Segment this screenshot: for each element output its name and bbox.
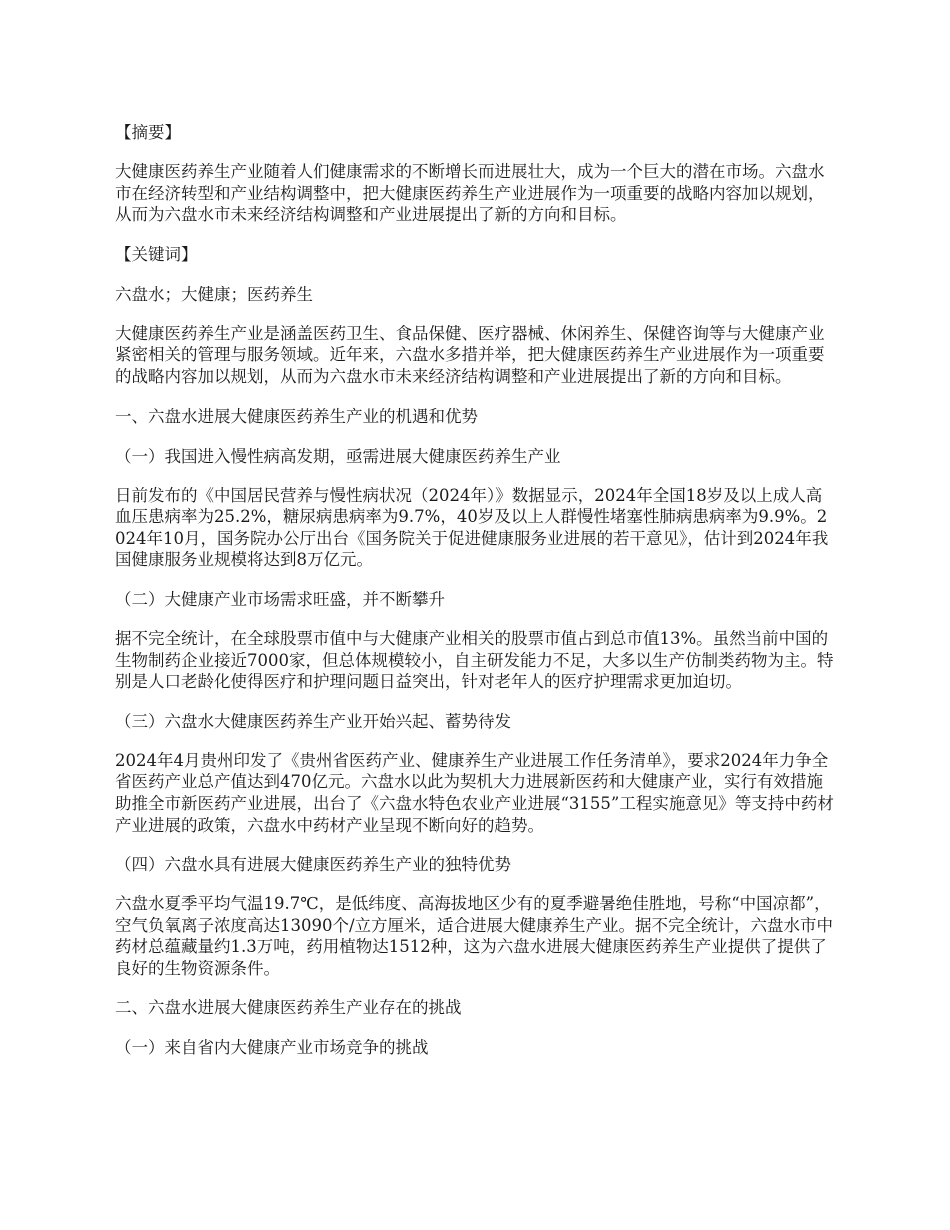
abstract-heading: 【摘要】 (115, 123, 181, 142)
subsection-heading-1-4: （四）六盘水具有进展大健康医药养生产业的独特优势 (115, 855, 511, 875)
subsection-heading-1-1: （一）我国进入慢性病高发期，亟需进展大健康医药养生产业 (115, 446, 561, 466)
keywords-text: 六盘水；大健康；医药养生 (115, 284, 313, 304)
subsection-paragraph-1-4: 六盘水夏季平均气温19.7℃，是低纬度、高海拔地区少有的夏季避暑绝佳胜地，号称“中国凉都”，空气负氧离子浓度高达13090个/立方厘米，适合进展大健康养生产业。据不完全统计，六盘水市中药材总蕴藏量约1.3万吨，药用植物达1512种，这为六盘水进展大健康医药养生产业提供了提供了良好的生物资源条件。 (115, 894, 834, 978)
subsection-paragraph-1-1: 日前发布的《中国居民营养与慢性病状况（2024年）》数据显示，2024年全国18岁及以上成人高血压患病率为25.2%，糖尿病患病率为9.7%，40岁及以上人群慢性堵塞性肺病患病率为9.9%。2024年10月，国务院办公厅出台《国务院关于促进健康服务业进展的若干意见》，估计到2024年我国健康服务业规模将达到8万亿元。 (115, 485, 829, 570)
intro-paragraph: 大健康医药养生产业是涵盖医药卫生、食品保健、医疗器械、休闲养生、保健咨询等与大健康产业紧密相关的管理与服务领域。近年来，六盘水多措并举，把大健康医药养生产业进展作为一项重要的战略内容加以规划，从而为六盘水市未来经济结构调整和产业进展提出了新的方向和目标。 (115, 323, 825, 386)
subsection-heading-1-3: （三）六盘水大健康医药养生产业开始兴起、蓄势待发 (115, 711, 511, 731)
section-heading-1: 一、六盘水进展大健康医药养生产业的机遇和优势 (115, 406, 478, 426)
subsection-heading-2-1: （一）来自省内大健康产业市场竞争的挑战 (115, 1038, 429, 1058)
subsection-heading-1-2: （二）大健康产业市场需求旺盛，并不断攀升 (115, 589, 445, 609)
keywords-heading: 【关键词】 (115, 244, 198, 264)
subsection-paragraph-1-3: 2024年4月贵州印发了《贵州省医药产业、健康养生产业进展工作任务清单》，要求2024年力争全省医药产业总产值达到470亿元。六盘水以此为契机大力进展新医药和大健康产业，实行有效措施助推全市新医药产业进展，出台了《六盘水特色农业产业进展“3155”工程实施意见》等支持中药材产业进展的政策，六盘水中药材产业呈现不断向好的趋势。 (115, 750, 834, 835)
section-heading-2: 二、六盘水进展大健康医药养生产业存在的挑战 (115, 998, 462, 1018)
abstract-paragraph: 大健康医药养生产业随着人们健康需求的不断增长而进展壮大，成为一个巨大的潜在市场。六盘水市在经济转型和产业结构调整中，把大健康医药养生产业进展作为一项重要的战略内容加以规划，从而为六盘水市未来经济结构调整和产业进展提出了新的方向和目标。 (115, 162, 825, 225)
subsection-paragraph-1-2: 据不完全统计，在全球股票市值中与大健康产业相关的股票市值占到总市值13%。虽然当前中国的生物制药企业接近7000家，但总体规模较小，自主研发能力不足，大多以生产仿制类药物为主。特别是人口老龄化使得医疗和护理问题日益突出，针对老年人的医疗护理需求更加迫切。 (115, 628, 834, 692)
